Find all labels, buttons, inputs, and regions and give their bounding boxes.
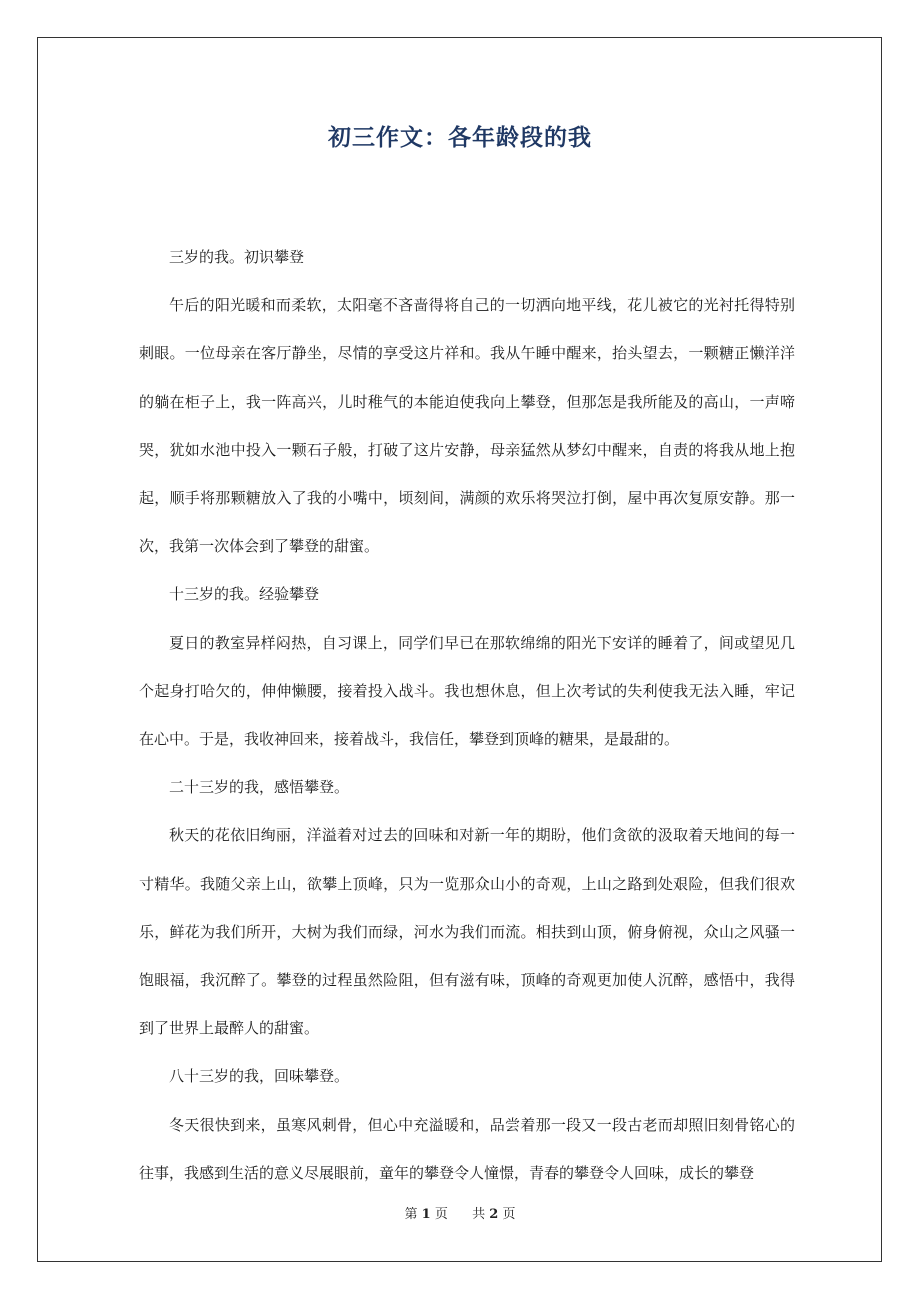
section-heading: 三岁的我。初识攀登 bbox=[169, 248, 305, 266]
section-heading: 二十三岁的我，感悟攀登。 bbox=[169, 778, 350, 797]
page-prefix: 第 bbox=[404, 1207, 418, 1222]
body-paragraph: 秋天的花依旧绚丽，洋溢着对过去的回味和对新一年的期盼，他们贪欲的汲取着天地间的每一寸精华。我随父亲上山，欲攀上顶峰，只为一览那众山小的奇观，上山之路到处艰险，但我们很欢乐，鲜花为我们所开，大树为我们而绿，河水为我们而流。相扶到山顶，俯身俯视，众山之风骚一饱眼福，我沉醉了。攀登的过程虽然险阻，但有滋有味，顶峰的奇观更加使人沉醉，感悟中，我得到了世界上最醉人的甜蜜。 bbox=[139, 826, 795, 1038]
section-heading: 十三岁的我。经验攀登 bbox=[169, 585, 320, 604]
section-heading: 八十三岁的我，回味攀登。 bbox=[169, 1067, 350, 1086]
body-paragraph: 午后的阳光暖和而柔软，太阳毫不吝啬得将自己的一切洒向地平线，花儿被它的光衬托得特别刺眼。一位母亲在客厅静坐，尽情的享受这片祥和。我从午睡中醒来，抬头望去，一颗糖正懒洋洋的躺在柜子上，我一阵高兴，儿时稚气的本能迫使我向上攀登，但那怎是我所能及的高山，一声啼哭，犹如水池中投入一颗石子般，打破了这片安静，母亲猛然从梦幻中醒来，自责的将我从地上抱起，顺手将那颗糖放入了我的小嘴中，顷刻间，满颜的欢乐将哭泣打倒，屋中再次复原安静。那一次，我第一次体会到了攀登的甜蜜。 bbox=[139, 296, 795, 556]
document-title: 初三作文：各年龄段的我 bbox=[328, 125, 592, 151]
page-unit: 页 bbox=[434, 1207, 448, 1222]
body-paragraph: 夏日的教室异样闷热，自习课上，同学们早已在那软绵绵的阳光下安详的睡着了，间或望见几个起身打哈欠的，伸伸懒腰，接着投入战斗。我也想休息，但上次考试的失利使我无法入睡，牢记在心中。于是，我收神回来，接着战斗，我信任，攀登到顶峰的糖果，是最甜的。 bbox=[139, 633, 795, 749]
document-body bbox=[139, 233, 795, 1197]
total-prefix: 共 bbox=[472, 1207, 486, 1222]
total-page-count: 2 bbox=[489, 1207, 499, 1222]
body-paragraph: 冬天很快到来，虽寒风刺骨，但心中充溢暖和，品尝着那一段又一段古老而却照旧刻骨铭心的往事，我感到生活的意义尽展眼前，童年的攀登令人憧憬，青春的攀登令人回味，成长的攀登 bbox=[139, 1115, 795, 1182]
total-unit: 页 bbox=[502, 1207, 516, 1222]
page-footer bbox=[0, 1205, 920, 1225]
current-page-number: 1 bbox=[421, 1207, 431, 1222]
